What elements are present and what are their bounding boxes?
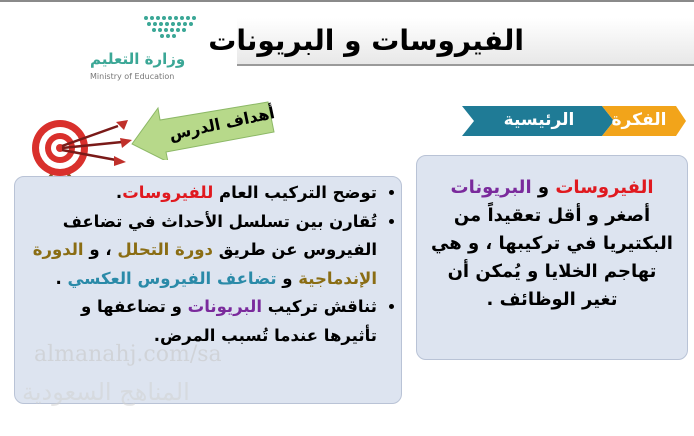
term-viruses: الفيروسات — [555, 177, 654, 198]
objective-3-text: ثناقش تركيب — [261, 297, 377, 316]
objective-2-text: تُقارن بين تسلسل الأحداث في تضاعف الفيروس عن طريق — [62, 211, 377, 259]
objectives-list — [23, 179, 395, 350]
top-border — [0, 0, 694, 2]
logo-dots-icon — [140, 14, 200, 40]
objective-2-end: . — [55, 268, 68, 288]
logo-arabic-text: وزارة التعليم — [90, 50, 186, 68]
conjunction: و — [531, 177, 556, 198]
objectives-label: أهداف الدرس — [167, 103, 277, 144]
ministry-logo — [82, 14, 202, 80]
objective-2-lysogenic: الدورة الإندماجية — [32, 240, 377, 288]
objective-1-highlight: للفيروسات — [122, 183, 214, 202]
objective-item-2 — [23, 208, 377, 294]
main-idea-title-line — [427, 174, 677, 202]
term-prions: البريونات — [450, 177, 532, 198]
objective-1-text: توضح التركيب العام — [213, 183, 377, 202]
objective-3-highlight: البريونات — [187, 297, 262, 316]
objective-2-lytic: دورة التحلل — [117, 240, 214, 259]
main-idea-body: أصغر و أقل تعقيداً من البكتيريا في تركيبها ، و هي تهاجم الخلايا و يُمكن أن تغير الوظائف . — [431, 205, 673, 310]
objective-1-end: . — [115, 183, 123, 202]
objective-item-1 — [23, 179, 377, 208]
objective-2-sep2: و — [276, 268, 299, 288]
page-title: الفيروسات و البريونات — [208, 24, 524, 57]
title-bar — [208, 18, 694, 66]
watermark-arabic: المناهج السعودية — [22, 378, 190, 406]
objectives-arrow — [128, 100, 278, 160]
objective-2-sep1: ، و — [83, 240, 118, 259]
main-idea-text — [427, 174, 677, 314]
main-idea-box — [416, 155, 688, 360]
objective-3-end: و تضاعفها و تأثيرها عندما تُسبب المرض. — [80, 297, 377, 345]
banner-main-label: الرئيسية — [503, 110, 575, 130]
watermark-url: almanahj.com/sa — [34, 342, 222, 367]
objectives-box — [14, 176, 402, 404]
main-idea-banner — [462, 106, 686, 136]
objective-2-retro: تضاعف الفيروس العكسي — [67, 268, 277, 288]
logo-english-text: Ministry of Education — [90, 72, 175, 81]
banner-idea-label: الفكرة — [611, 110, 667, 130]
